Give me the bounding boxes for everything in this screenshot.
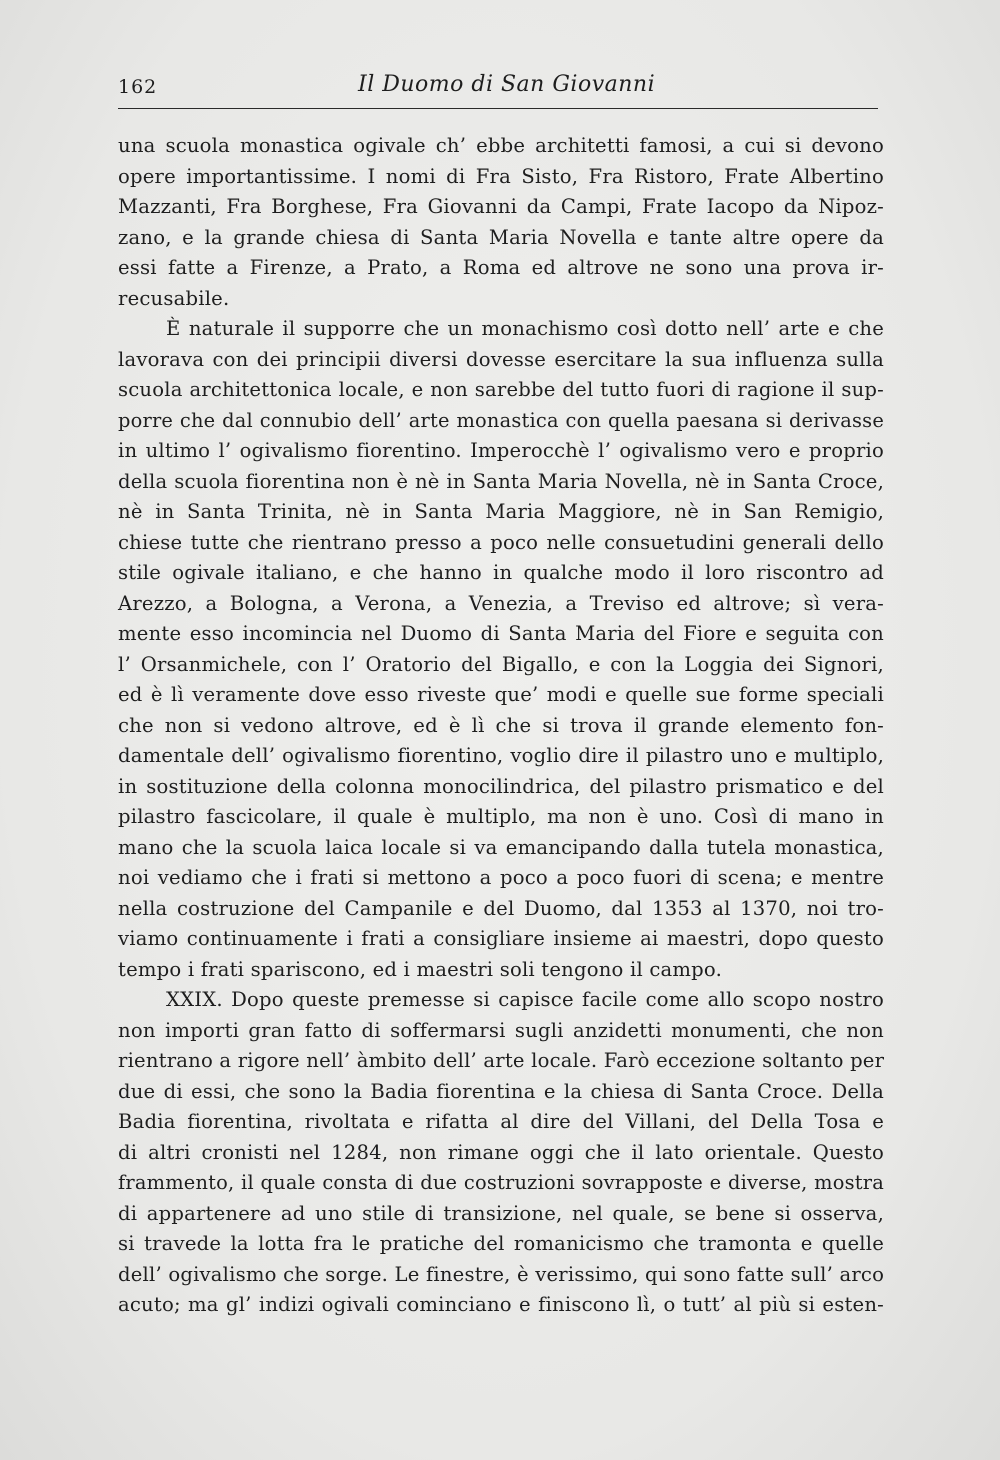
text-line: mano che la scuola laica locale si va emancipando dalla tutela monastica,	[118, 835, 884, 859]
text-line: l’ Orsanmichele, con l’ Oratorio del Bigallo, e con la Loggia dei Signori,	[118, 652, 884, 676]
text-line: pilastro fascicolare, il quale è multiplo, ma non è uno. Così di mano in	[118, 805, 884, 828]
text-line: scuola architettonica locale, e non sarebbe del tutto fuori di ragione il sup-	[118, 378, 884, 401]
body-text	[118, 131, 884, 1321]
text-line: si travede la lotta fra le pratiche del romanicismo che tramonta e quelle	[118, 1232, 884, 1255]
text-line: Mazzanti, Fra Borghese, Fra Giovanni da Campi, Frate Iacopo da Nipoz-	[118, 195, 884, 218]
text-line: in ultimo l’ ogivalismo fiorentino. Imperocchè l’ ogivalismo vero e proprio	[118, 439, 884, 462]
text-line: noi vediamo che i frati si mettono a poco a poco fuori di scena; e mentre	[118, 866, 884, 889]
text-line: nè in Santa Trinita, nè in Santa Maria Maggiore, nè in San Remigio,	[118, 500, 884, 523]
text-line: in sostituzione della colonna monocilindrica, del pilastro prismatico e del	[118, 774, 884, 798]
text-line: dell’ ogivalismo che sorge. Le finestre, è verissimo, qui sono fatte sull’ arco	[118, 1262, 885, 1286]
text-line: di appartenere ad uno stile di transizione, nel quale, se bene si osserva,	[118, 1201, 884, 1225]
page-number: 162	[118, 76, 158, 98]
text-line: nella costruzione del Campanile e del Duomo, dal 1353 al 1370, noi tro-	[118, 896, 884, 920]
text-line: stile ogivale italiano, e che hanno in qualche modo il loro riscontro ad	[118, 561, 884, 584]
text-line: recusabile.	[118, 286, 230, 310]
text-line: della scuola fiorentina non è nè in Santa Maria Novella, nè in Santa Croce,	[118, 469, 884, 493]
text-line: mente esso incomincia nel Duomo di Santa Maria del Fiore e seguita con	[118, 622, 884, 645]
text-line: ed è lì veramente dove esso riveste que’ modi e quelle sue forme speciali	[118, 683, 884, 706]
text-line: due di essi, che sono la Badia fiorentina e la chiesa di Santa Croce. Della	[118, 1079, 884, 1103]
text-line: XXIX. Dopo queste premesse si capisce facile come allo scopo nostro	[166, 988, 884, 1011]
text-line: È naturale il supporre che un monachismo così dotto nell’ arte e che	[166, 317, 884, 340]
text-line: tempo i frati spariscono, ed i maestri soli tengono il campo.	[118, 957, 723, 981]
text-line: lavorava con dei principii diversi dovesse esercitare la sua influenza sulla	[118, 347, 884, 371]
text-line: che non si vedono altrove, ed è lì che si trova il grande elemento fon-	[118, 713, 884, 737]
running-title: Il Duomo di San Giovanni	[358, 72, 656, 97]
text-line: damentale dell’ ogivalismo fiorentino, voglio dire il pilastro uno e multiplo,	[118, 744, 884, 767]
text-line: essi fatte a Firenze, a Prato, a Roma ed altrove ne sono una prova ir-	[118, 256, 884, 279]
text-line: acuto; ma gl’ indizi ogivali cominciano e finiscono lì, o tutt’ al più si esten-	[118, 1293, 884, 1316]
text-line: viamo continuamente i frati a consigliare insieme ai maestri, dopo questo	[118, 927, 884, 950]
text-line: chiese tutte che rientrano presso a poco nelle consuetudini generali dello	[118, 530, 884, 554]
page-header	[118, 70, 878, 106]
text-line: Arezzo, a Bologna, a Verona, a Venezia, a Treviso ed altrove; sì vera-	[118, 591, 884, 615]
text-line: frammento, il quale consta di due costruzioni sovrapposte e diverse, mostra	[118, 1171, 884, 1194]
text-line: di altri cronisti nel 1284, non rimane oggi che il lato orientale. Questo	[118, 1140, 884, 1164]
text-line: una scuola monastica ogivale ch’ ebbe architetti famosi, a cui si devono	[118, 134, 884, 157]
text-line: porre che dal connubio dell’ arte monastica con quella paesana si derivasse	[118, 408, 884, 432]
text-line: Badia fiorentina, rivoltata e rifatta al dire del Villani, del Della Tosa e	[118, 1110, 884, 1133]
header-rule	[118, 108, 878, 109]
text-line: non importi gran fatto di soffermarsi sugli anzidetti monumenti, che non	[118, 1018, 884, 1042]
text-line: opere importantissime. I nomi di Fra Sisto, Fra Ristoro, Frate Albertino	[118, 164, 884, 188]
text-line: zano, e la grande chiesa di Santa Maria Novella e tante altre opere da	[118, 225, 884, 249]
text-line: rientrano a rigore nell’ àmbito dell’ arte locale. Farò eccezione soltanto per	[118, 1049, 885, 1072]
